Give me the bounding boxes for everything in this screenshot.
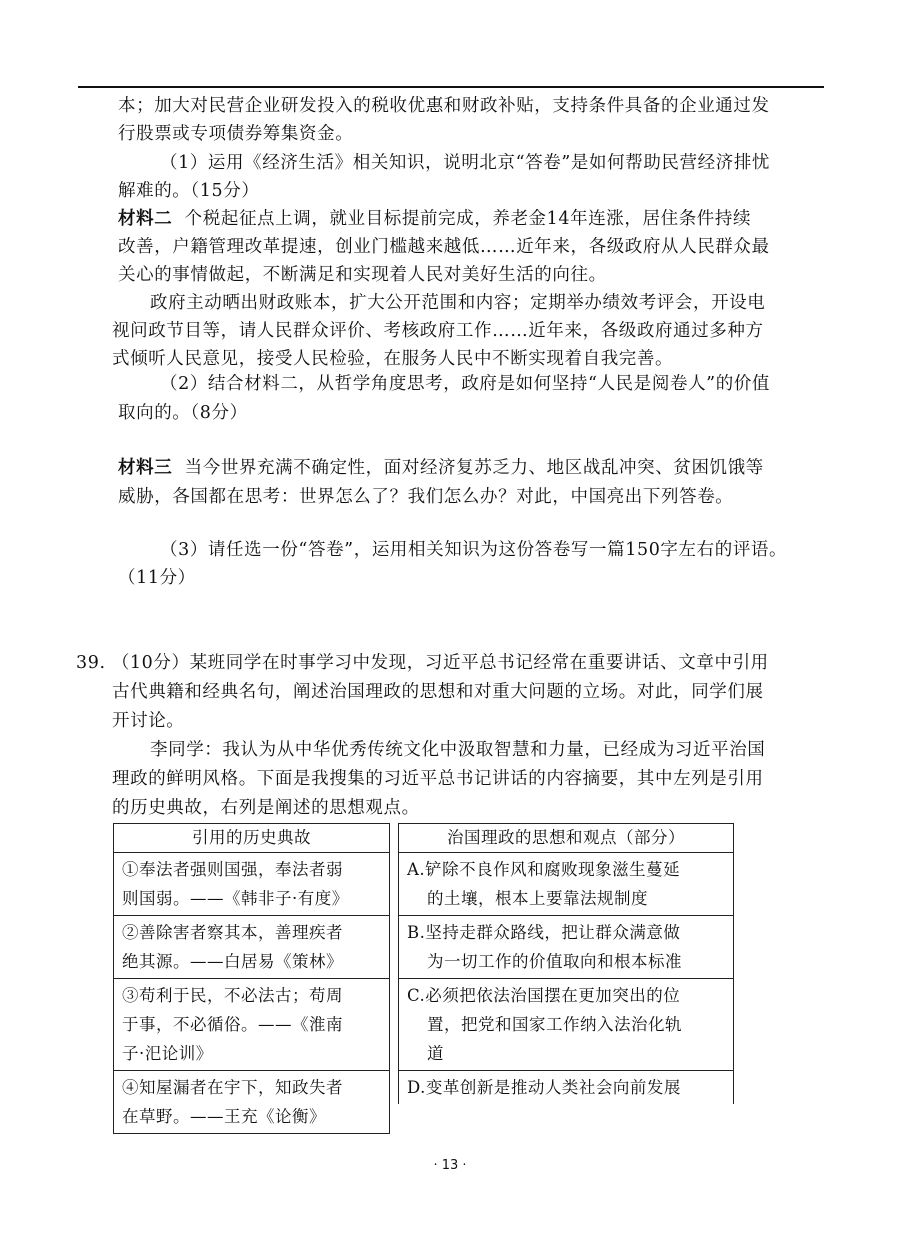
left-table-cell-3 (114, 979, 390, 1071)
right-table-cell-b (399, 916, 734, 979)
page-number: · 13 · (433, 1158, 467, 1173)
cell-line: 在草野。——王充《论衡》 (122, 1107, 326, 1126)
material3-text1: 当今世界充满不确定性，面对经济复苏乏力、地区战乱冲突、贫困饥饿等 (184, 458, 764, 478)
question39-line6: 的历史典故，右列是阐述的思想观点。 (112, 798, 420, 818)
right-table-header: 治国理政的思想和观点（部分） (399, 824, 734, 853)
material1-line1: 本；加大对民营企业研发投入的税收优惠和财政补贴，支持条件具备的企业通过发 (118, 96, 770, 116)
cell-line: ①奉法者强则国强，奉法者弱 (122, 860, 343, 879)
table-row (399, 979, 734, 1071)
material2-line3: 关心的事情做起，不断满足和实现着人民对美好生活的向往。 (118, 265, 607, 285)
cell-line: D.变革创新是推动人类社会向前发展 (407, 1078, 681, 1097)
right-table-cell-a (399, 853, 734, 916)
question2-line1: （2）结合材料二，从哲学角度思考，政府是如何坚持“人民是阅卷人”的价值 (160, 374, 771, 394)
material3-line2: 威胁，各国都在思考：世界怎么了？我们怎么办？对此，中国亮出下列答卷。 (118, 487, 734, 507)
cell-line: 则国弱。——《韩非子·有度》 (122, 889, 349, 908)
historical-allusions-table (113, 823, 390, 1134)
question1-line1: （1）运用《经济生活》相关知识，说明北京“答卷”是如何帮助民营经济排忧 (160, 153, 771, 173)
question39-line5: 理政的鲜明风格。下面是我搜集的习近平总书记讲话的内容摘要，其中左列是引用 (112, 769, 764, 789)
question39-line4: 李同学：我认为从中华优秀传统文化中汲取智慧和力量，已经成为习近平治国 (150, 740, 766, 760)
table-row (399, 1071, 734, 1105)
left-table-cell-4 (114, 1071, 390, 1134)
cell-line: 道 (427, 1044, 444, 1063)
top-rule (78, 86, 824, 88)
right-table-cell-c (399, 979, 734, 1071)
table-row (114, 979, 390, 1071)
table-row (114, 1071, 390, 1134)
question39-line2: 古代典籍和经典名句，阐述治国理政的思想和对重大问题的立场。对此，同学们展 (112, 682, 764, 702)
material1-line2: 行股票或专项债券筹集资金。 (118, 124, 354, 144)
material2-line5: 视问政节目等，请人民群众评价、考核政府工作……近年来，各级政府通过多种方 (112, 321, 764, 341)
cell-line: ②善除害者察其本，善理疾者 (122, 923, 343, 942)
left-table-cell-2 (114, 916, 390, 979)
question39-line1 (76, 651, 769, 675)
question3-line2: （11分） (118, 568, 196, 588)
cell-line: 为一切工作的价值取向和根本标准 (427, 952, 682, 971)
table-row (114, 853, 390, 916)
table-row (399, 853, 734, 916)
question39-number: 39. (76, 653, 106, 673)
cell-line: 子·汜论训》 (122, 1044, 213, 1063)
cell-line: 的土壤，根本上要靠法规制度 (427, 889, 648, 908)
right-table-cell-d (399, 1071, 734, 1105)
cell-line: 于事，不必循俗。——《淮南 (122, 1015, 343, 1034)
material2-line2: 改善，户籍管理改革提速，创业门槛越来越低……近年来，各级政府从人民群众最 (118, 237, 770, 257)
material2-text1: 个税起征点上调，就业目标提前完成，养老金14年连涨，居住条件持续 (184, 209, 752, 229)
question1-line2: 解难的。（15分） (118, 181, 260, 201)
question39-line3: 开讨论。 (112, 711, 185, 731)
cell-line: A.铲除不良作风和腐败现象滋生蔓延 (407, 860, 681, 879)
governance-views-table (398, 823, 734, 1104)
cell-line: 绝其源。——白居易《策林》 (122, 952, 343, 971)
cell-line: 置，把党和国家工作纳入法治化轨 (427, 1015, 682, 1034)
cell-line: ④知屋漏者在宇下，知政失者 (122, 1078, 343, 1097)
left-table-cell-1 (114, 853, 390, 916)
cell-line: C.必须把依法治国摆在更加突出的位 (407, 986, 681, 1005)
material2-label: 材料二 (118, 209, 173, 229)
material2-line1 (118, 207, 751, 231)
question3-line1: （3）请任选一份“答卷”，运用相关知识为这份答卷写一篇150字左右的评语。 (160, 540, 788, 560)
cell-line: ③苟利于民，不必法古；苟周 (122, 986, 343, 1005)
left-table-header: 引用的历史典故 (114, 824, 390, 853)
table-row (399, 916, 734, 979)
question39-text1: （10分）某班同学在时事学习中发现，习近平总书记经常在重要讲话、文章中引用 (111, 653, 769, 673)
cell-line: B.坚持走群众路线，把让群众满意做 (407, 923, 681, 942)
material2-line4: 政府主动晒出财政账本，扩大公开范围和内容；定期举办绩效考评会，开设电 (150, 293, 766, 313)
material2-line6: 式倾听人民意见，接受人民检验，在服务人民中不断实现着自我完善。 (112, 349, 674, 369)
material3-line1 (118, 456, 764, 480)
question2-line2: 取向的。（8分） (118, 403, 248, 423)
material3-label: 材料三 (118, 458, 173, 478)
table-row (114, 916, 390, 979)
